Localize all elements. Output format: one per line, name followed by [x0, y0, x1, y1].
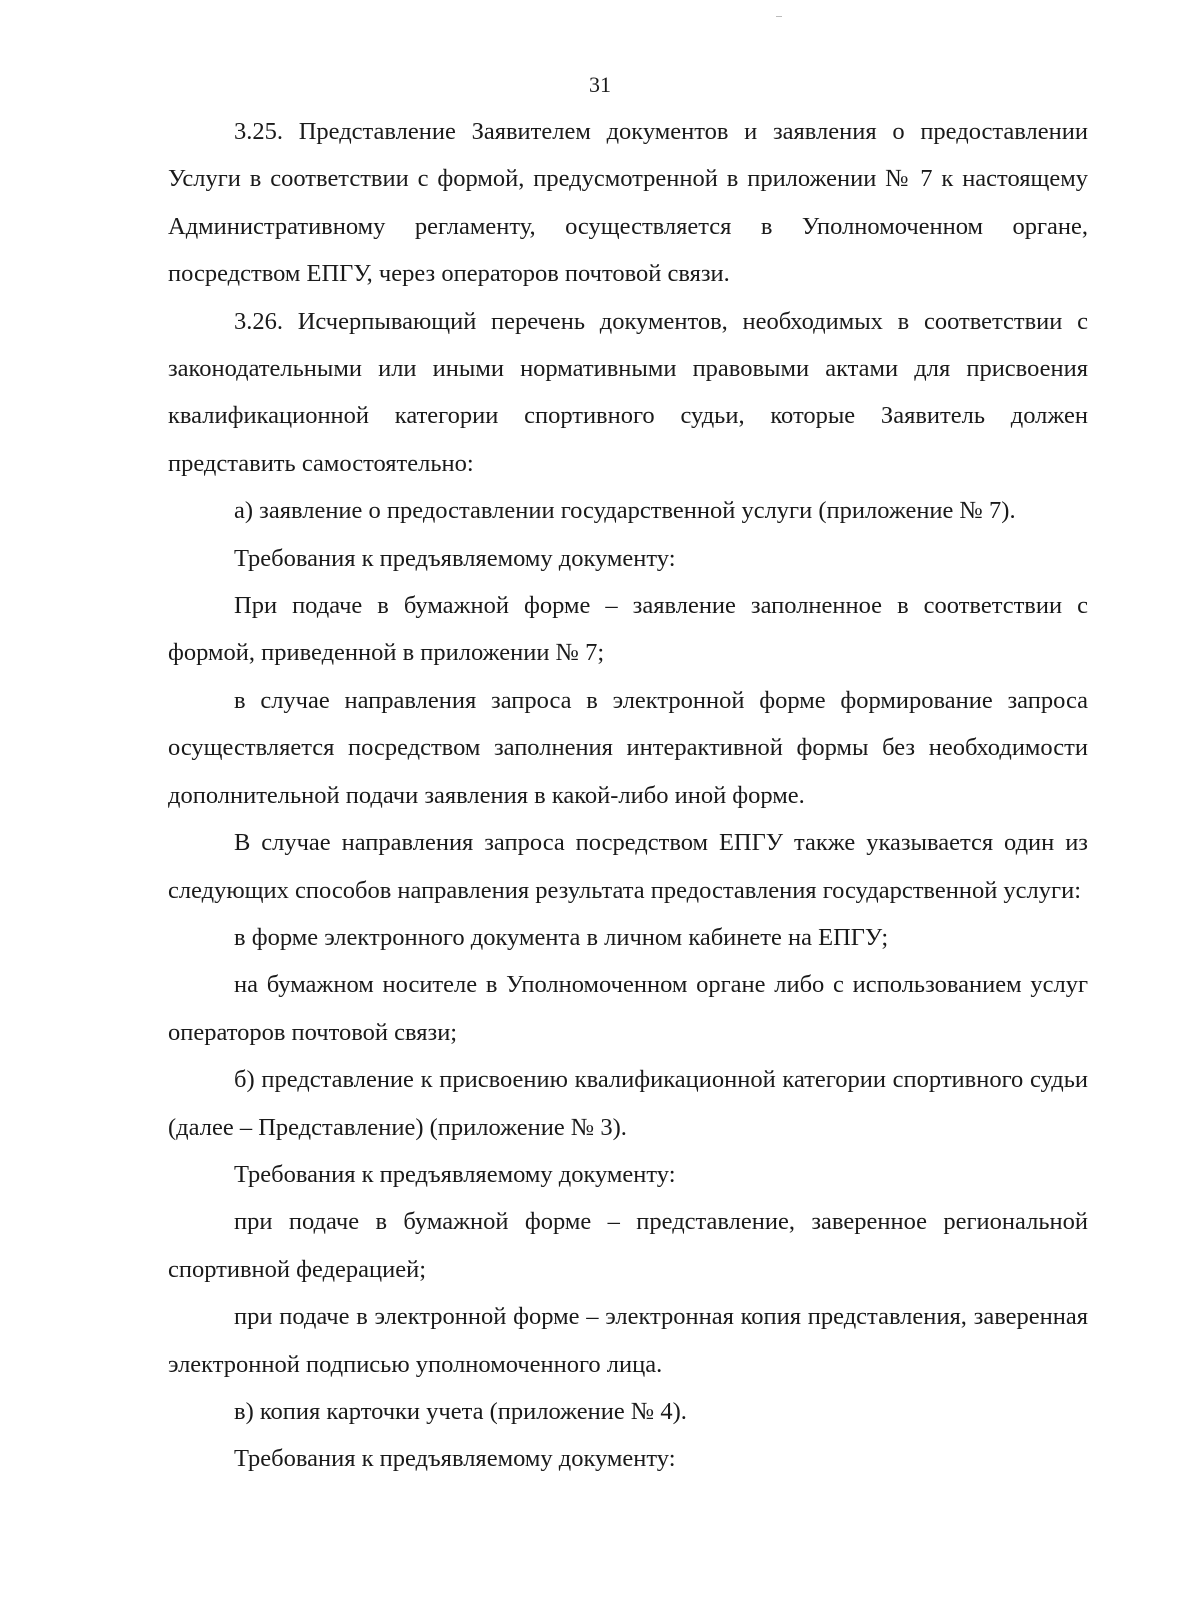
paragraph-item-b: б) представление к присвоению квалификационной категории спортивного судьи (далее – Представление) (приложение № 3). [168, 1066, 1088, 1141]
paragraph-paper-form-b: при подаче в бумажной форме – представление, заверенное региональной спортивной федерацией; [168, 1208, 1088, 1283]
paragraph-requirements-v: Требования к предъявляемому документу: [234, 1445, 676, 1473]
paragraph-paper-form-a: При подаче в бумажной форме – заявление заполненное в соответствии с формой, приведенной в приложении № 7; [168, 592, 1088, 667]
paragraph-epgu-methods: В случае направления запроса посредством ЕПГУ также указывается один из следующих способов направления результата предоставления государственной услуги: [168, 829, 1088, 904]
scan-artifact-mark [776, 16, 782, 17]
document-body [168, 108, 1088, 1483]
paragraph-item-a: а) заявление о предоставлении государственной услуги (приложение № 7). [234, 497, 1016, 525]
paragraph-requirements-a: Требования к предъявляемому документу: [234, 544, 676, 572]
page-number: 31 [589, 72, 611, 97]
paragraph-3-26: 3.26. Исчерпывающий перечень документов, необходимых в соответствии с законодательными или иными нормативными правовыми актами для присвоения квалификационной категории спортивного судьи, которые Заявитель должен представить самостоятельно: [168, 307, 1088, 477]
paragraph-3-25: 3.25. Представление Заявителем документов и заявления о предоставлении Услуги в соответствии с формой, предусмотренной в приложении № 7 к настоящему Административному регламенту, осуществляется в Уполномоченном органе, посредством ЕПГУ, через операторов почтовой связи. [168, 118, 1088, 288]
paragraph-method-paper: на бумажном носителе в Уполномоченном органе либо с использованием услуг операторов почтовой связи; [168, 971, 1088, 1046]
paragraph-item-v: в) копия карточки учета (приложение № 4). [234, 1397, 687, 1425]
paragraph-electronic-form-b: при подаче в электронной форме – электронная копия представления, заверенная электронной подписью уполномоченного лица. [168, 1303, 1088, 1378]
paragraph-requirements-b: Требования к предъявляемому документу: [234, 1160, 676, 1188]
paragraph-electronic-form-a: в случае направления запроса в электронной форме формирование запроса осуществляется посредством заполнения интерактивной формы без необходимости дополнительной подачи заявления в какой-либо иной форме. [168, 686, 1088, 809]
paragraph-method-electronic: в форме электронного документа в личном кабинете на ЕПГУ; [234, 923, 889, 951]
